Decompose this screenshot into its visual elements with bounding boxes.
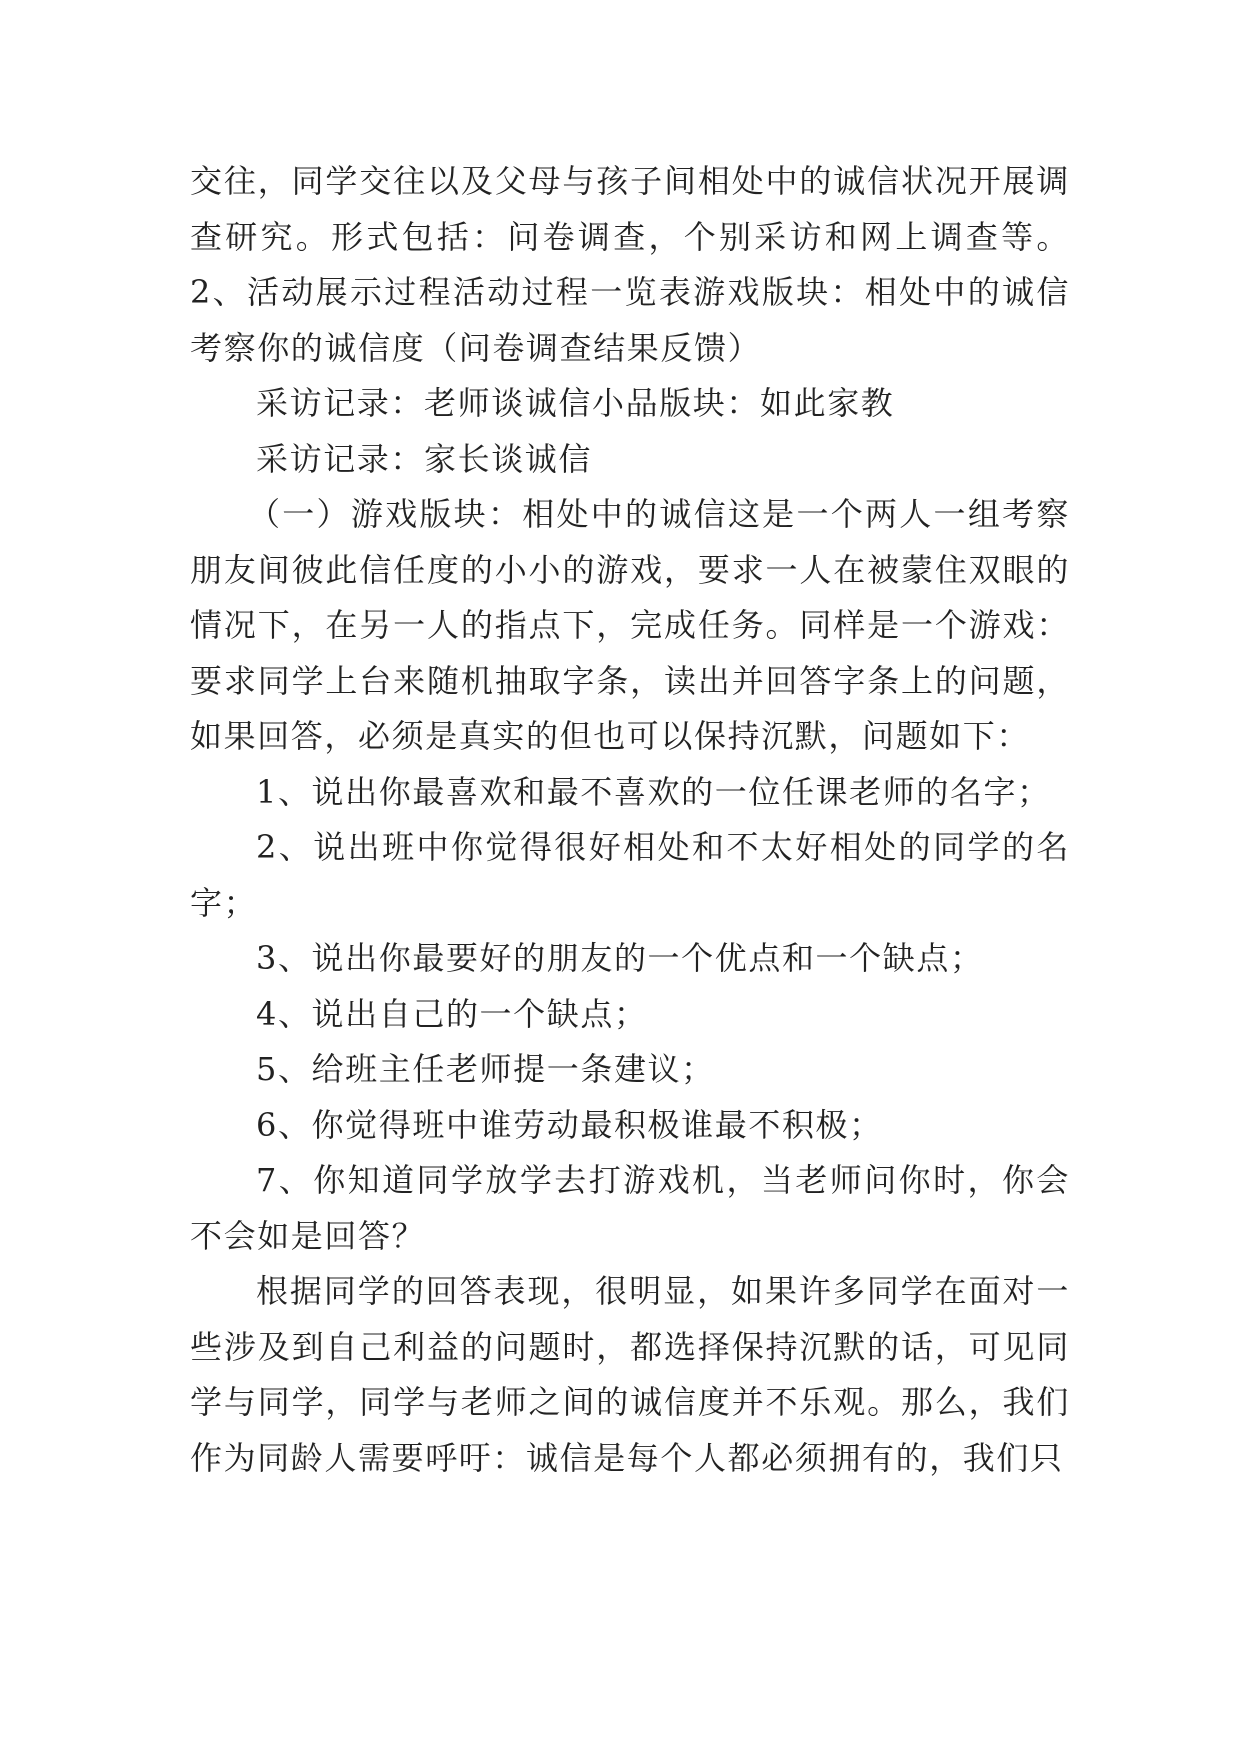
paragraph-interview-teacher: 采访记录：老师谈诚信小品版块：如此家教: [256, 384, 895, 422]
paragraph-conclusion: 根据同学的回答表现，很明显，如果许多同学在面对一些涉及到自己利益的问题时，都选择保持沉默的话，可见同学与同学，同学与老师之间的诚信度并不乐观。那么，我们作为同龄人需要呼吁：诚信是每个人都必须拥有的，我们只: [190, 1272, 1070, 1477]
list-item-question-6: 6、你觉得班中谁劳动最积极谁最不积极；: [256, 1105, 883, 1144]
paragraph-interview-parent: 采访记录：家长谈诚信: [256, 439, 593, 478]
list-item-question-7: 7、你知道同学放学去打游戏机，当老师问你时，你会不会如是回答？: [190, 1161, 1070, 1255]
paragraph-game-section: （一）游戏版块：相处中的诚信这是一个两人一组考察朋友间彼此信任度的小小的游戏，要求一人在被蒙住双眼的情况下，在另一人的指点下，完成任务。同样是一个游戏：要求同学上台来随机抽取字条，读出并回答字条上的问题，如果回答，必须是真实的但也可以保持沉默，问题如下：: [190, 495, 1070, 755]
list-item-question-3: 3、说出你最要好的朋友的一个优点和一个缺点；: [256, 939, 984, 977]
paragraph-continued: 交往，同学交往以及父母与孩子间相处中的诚信状况开展调查研究。形式包括：问卷调查，个别采访和网上调查等。2、活动展示过程活动过程一览表游戏版块：相处中的诚信考察你的诚信度（问卷调查结果反馈）: [190, 162, 1070, 367]
list-item-question-1: 1、说出你最喜欢和最不喜欢的一位任课老师的名字；: [256, 772, 1051, 811]
document-body: [190, 154, 1070, 1486]
list-item-question-4: 4、说出自己的一个缺点；: [256, 994, 648, 1033]
list-item-question-5: 5、给班主任老师提一条建议；: [256, 1050, 715, 1088]
list-item-question-2: 2、说出班中你觉得很好相处和不太好相处的同学的名字；: [190, 828, 1070, 922]
